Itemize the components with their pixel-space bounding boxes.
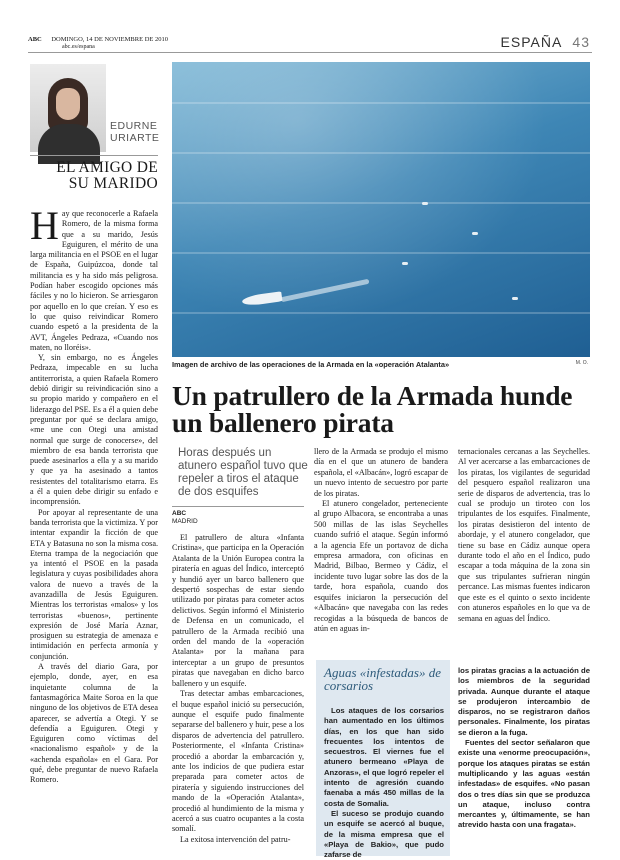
article-subhead: Horas después un atunero español tuvo que repeler a tiros el ataque de dos esquifes bbox=[178, 447, 308, 498]
column-divider bbox=[30, 155, 158, 156]
patrol-boat bbox=[241, 291, 282, 306]
sidebar-title: Aguas «infestadas» de corsarios bbox=[324, 665, 441, 693]
article-column bbox=[314, 447, 448, 634]
article-paragraph: El atunero congelador, perteneciente al grupo Albacora, se encontraba a unas 500 millas de las islas Seychelles cuando sufrió el ataque. Según informó a la agencia Efe un portavoz de dicha empresa armadora, con oficinas en Madrid, Bilbao, Bermeo y Cádiz, el incidente tuvo lugar sobre las dos de la tarde, hora española, cuando dos esquifes iniciaron la persecución del «Albacán» que navegaba con las redes recogidas a la búsqueda de bancos de atún en aguas in- bbox=[314, 499, 448, 633]
article-column bbox=[458, 447, 590, 624]
article-headline: Un patrullero de la Armada hunde un ballenero pirata bbox=[172, 380, 573, 438]
byline-paper: ABC bbox=[172, 510, 187, 517]
author-first-name: EDURNE bbox=[110, 120, 158, 132]
column-title-line: EL AMIGO DE bbox=[56, 159, 158, 176]
author-last-name: URIARTE bbox=[110, 132, 160, 144]
column-title bbox=[30, 160, 158, 192]
author-byline bbox=[110, 120, 159, 144]
sidebar-text bbox=[458, 666, 590, 831]
article-byline bbox=[172, 510, 198, 526]
skiff bbox=[512, 297, 518, 300]
column-title-line: SU MARIDO bbox=[68, 175, 158, 192]
photo-caption: Imagen de archivo de las operaciones de la Armada en la «operación Atalanta» bbox=[172, 360, 450, 369]
paper-name: ABC bbox=[28, 36, 42, 43]
sidebar-paragraph: El suceso se produjo cuando un esquife se acercó al buque, de la misma empresa que el «Playa de Bakio», que pudo zafarse de bbox=[324, 808, 444, 860]
subhead-divider bbox=[172, 506, 304, 507]
page-number: 43 bbox=[572, 34, 590, 50]
section-url[interactable]: abc.es/espana bbox=[62, 43, 95, 50]
skiff bbox=[472, 232, 478, 235]
article-paragraph: llero de la Armada se produjo el mismo día en el que un atunero de bandera española, el «Albacán», logró escapar de un nuevo intento de secuestro por parte de los piratas. bbox=[314, 447, 448, 498]
sidebar-paragraph: los piratas gracias a la actuación de los miembros de la seguridad privada. Aunque durante el ataque se produjeron intercambio de disparos, no se registraron daños personales. Finalmente, los piratas se dieron a la fuga. bbox=[458, 666, 590, 737]
byline-city: MADRID bbox=[172, 518, 198, 525]
article-paragraph: ternacionales cercanas a las Seychelles. Al ver acercarse a las embarcaciones de los piratas, los vigilantes de seguridad del pesquero español realizaron una serie de disparos de advertencia, tras lo cual se produjo un tiroteo con los tripulantes de los esquifes. Finalmente, los piratas desistieron del intento de abordaje, y el atunero congelador, que tiene su base en Cádiz aunque opera durante todo el año en el Índico, pudo escapar a toda máquina de la zona sin que sus tripulantes sufrieran ningún percance. Las mismas fuentes indicaron que este es el quinto o sexto incidente con atuneros españoles en lo que va de semana en aguas del Índico. bbox=[458, 447, 590, 623]
article-paragraph: El patrullero de altura «Infanta Cristina», que participa en la Operación Atalanta de la Unión Europea contra la piratería en aguas del Índico, interceptó y hundió ayer un barco ballenero que despertó sospechas de estar siendo utilizado por piratas para cometer actos delictivos. Según informó el Ministerio de Defensa en un comunicado, el patrullero de la Armada recibió una orden del mando de la «operación Atalanta» por la mañana para interceptar a un grupo de presuntos piratas que navegaban en dicho barco ballenero y un esquife. bbox=[172, 533, 304, 688]
author-photo bbox=[30, 64, 106, 152]
issue-date: DOMINGO, 14 DE NOVIEMBRE DE 2010 bbox=[51, 36, 168, 43]
article-paragraph: Tras detectar ambas embarcaciones, el buque español inició su persecución, aunque el esquife pudo finalmente separarse del ballenero y huir, pese a los disparos de advertencia del patrullero. Posteriormente, el «Infanta Cristina» procedió a abordar la embarcación y, ante los indicios de que pudiera estar preparada para cometer actos de piratería y siguiendo instrucciones del mando de la «Operación Atalanta», procedió al hundimiento de la misma y acercó a sus cuatro ocupantes a la costa somalí. bbox=[172, 689, 304, 834]
sidebar-text bbox=[324, 706, 444, 860]
skiff bbox=[402, 262, 408, 265]
column-paragraph: A través del diario Gara, por ejemplo, donde, ayer, en esa inquietante columna de la fantasmagórica Maite Soroa en la que ninguno de los objetivos de ETA desea aparecer, se advertía a Otegi. Y se defendía a Eguiguren. Otegi y Eguiguren como víctimas del «nacionalismo español» y de la «achenda española» en el Gara. Por qué, debe preguntar de nuevo Rafaela Romero. bbox=[30, 662, 158, 785]
column-paragraph: Y, sin embargo, no es Ángeles Pedraza, impecable en su lucha antiterrorista, a quien Rafaela Romero debió dirigir su reivindicación sino a su propio marido y compañero en el liderazgo del PSE. Es a él a quien debe preguntar por qué se declara amigo, «me une con Otegi una amistad normal que surge de conocerse», del miembro de esa banda terrorista que puede asesinarlos a ella y a su marido y que ya ha asesinado a tantos resistentes del totalitarismo etarra. Es a él a quien debe dirigir su enfado e incomprensión. bbox=[30, 353, 159, 507]
page-header-meta bbox=[28, 36, 168, 51]
article-paragraph: La exitosa intervención del patru- bbox=[180, 834, 291, 844]
boat-wake bbox=[280, 279, 369, 303]
sea-photo bbox=[172, 62, 590, 357]
column-paragraph: Por apoyar al representante de una banda terrorista que la victimiza. Y por intentar expandir la ficción de que ETA y Batasuna no son la misma cosa. Eterna trampa de la negociación que ya intentó el PSOE en la pasada legislatura y cuyas posibilidades ahora valora de nuevo a través de la avanzadilla de Jesús Eguiguren. Mientras los terroristas «malos» y los terroristas «buenos», pertinente expresión de José María Aznar, prosiguen su estrategia de amenaza e intimidación en perfecta armonía y conjunción. bbox=[30, 507, 158, 661]
section-name: ESPAÑA bbox=[500, 34, 562, 50]
sidebar-paragraph: Fuentes del sector señalaron que existe una «enorme preocupación», porque los ataques piratas se están multiplicando y las aguas «están infestadas» de esquifes. «No pasan dos o tres días sin que se produzca un ataque, incluso contra mercantes y, últimamente, se han atrevido hasta con una fragata». bbox=[458, 738, 590, 830]
sidebar-paragraph: Los ataques de los corsarios han aumentado en los últimos días, en los que han sido frecuentes los intentos de secuestros. El viernes fue el atunero bermeano «Playa de Anzoras», el que logró repeler el intento de agresión cuando faenaba a más 450 millas de la costa de Somalia. bbox=[324, 706, 444, 808]
skiff bbox=[422, 202, 428, 205]
photo-credit: M. O. bbox=[575, 360, 588, 366]
drop-cap: H bbox=[30, 203, 59, 248]
article-column bbox=[172, 533, 304, 845]
header-divider bbox=[28, 52, 592, 53]
column-body bbox=[30, 203, 159, 786]
section-header bbox=[501, 34, 590, 50]
column-paragraph: Hay que reconocerle a Rafaela Romero, de la misma forma que a su marido, Jesús Eguiguren, el mérito de una larga militancia en el PSOE en el lugar de España, Guipúzcoa, donde tal militancia es y ha sido más peligrosa. Podían haber escogido opciones más fáciles y no lo hicieron. Se arriesgaron por aquello en lo que creían. Y eso es lo que quiso reivindicar Romero cuando espetó a la presidenta de la AVT, Ángeles Pedraza, «Cuando nos maten, no lloréis». bbox=[30, 203, 158, 352]
